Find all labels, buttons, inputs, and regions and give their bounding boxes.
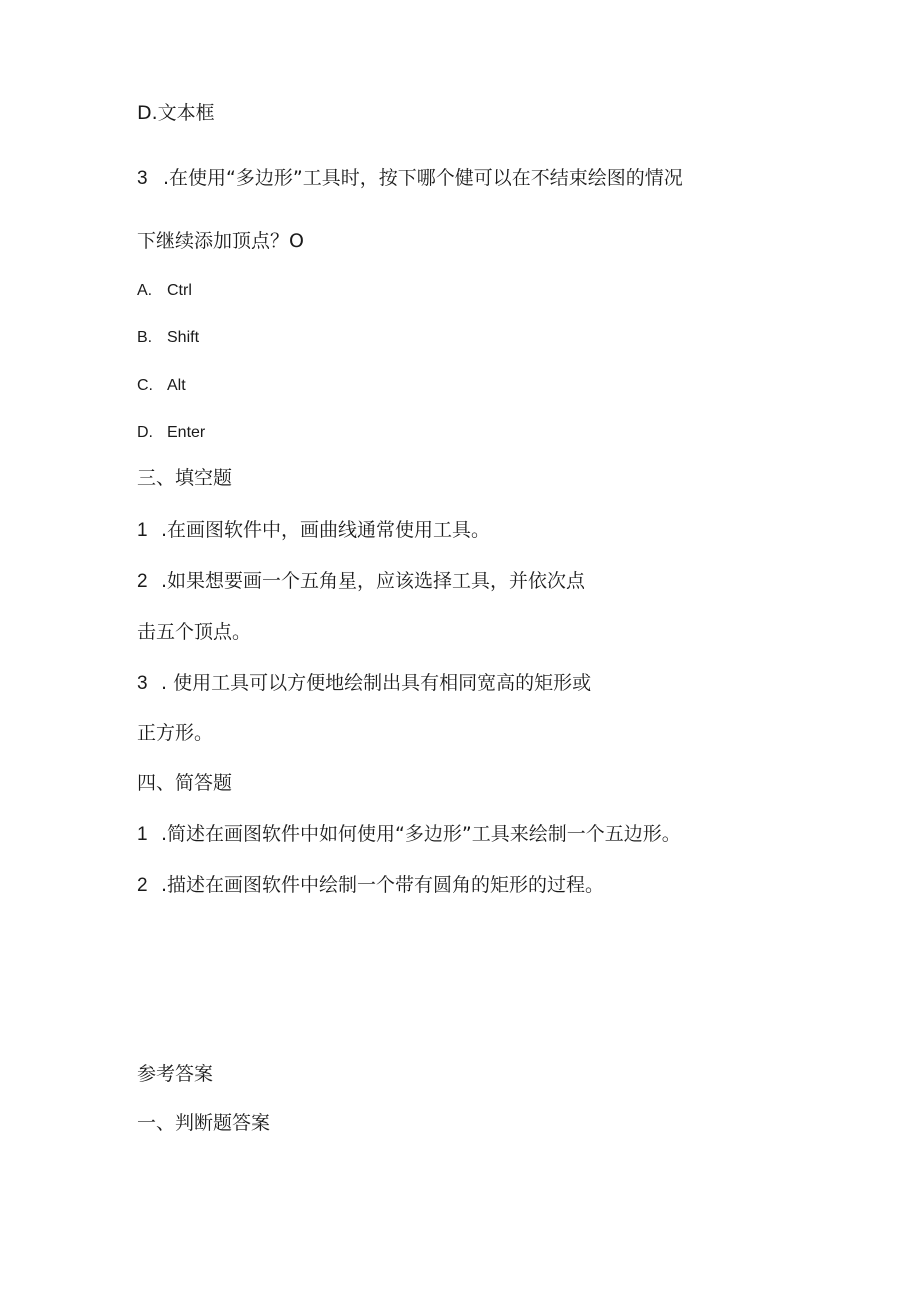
section-3-title: 三、填空题	[137, 467, 233, 489]
fill-question-3	[137, 671, 591, 696]
fill-question-3-cont-text: 正方形。	[137, 722, 214, 744]
option-d-text-box	[137, 101, 215, 125]
answers-section-1-text: 一、判断题答案	[137, 1112, 271, 1134]
option-b-text: Shift	[167, 329, 200, 346]
fill-question-2-text: .如果想要画一个五角星，应该选择工具，并依次点	[161, 570, 586, 592]
short-question-1-text: .简述在画图软件中如何使用“多边形”工具来绘制一个五边形。	[161, 823, 681, 845]
fill-question-3-continuation	[137, 721, 213, 745]
fill-question-3-text: . 使用工具可以方便地绘制出具有相同宽高的矩形或	[161, 672, 592, 694]
fill-question-3-number: 3	[137, 673, 148, 694]
option-a-text: Ctrl	[167, 282, 192, 299]
option-d-text-box-label: D.文本框	[137, 102, 215, 124]
option-b-letter: B.	[137, 329, 153, 346]
fill-question-1-number: 1	[137, 520, 148, 541]
short-question-1-number: 1	[137, 824, 148, 845]
short-question-2-number: 2	[137, 875, 148, 896]
fill-question-1	[137, 518, 490, 543]
question-3-number: 3	[137, 168, 148, 189]
question-3-line-1	[137, 166, 683, 191]
answers-section-1-heading	[137, 1111, 270, 1135]
option-d-letter: D.	[137, 424, 153, 441]
section-4-title: 四、简答题	[137, 772, 233, 794]
question-3-continuation: 下继续添加顶点？O	[137, 230, 304, 252]
fill-question-2	[137, 569, 585, 594]
option-b	[137, 325, 199, 350]
option-c	[137, 373, 186, 398]
option-a	[137, 278, 192, 303]
fill-question-2-number: 2	[137, 571, 148, 592]
option-c-letter: C.	[137, 377, 153, 394]
option-d	[137, 420, 205, 445]
answers-title-text: 参考答案	[137, 1063, 214, 1085]
option-c-text: Alt	[167, 377, 186, 394]
fill-question-2-continuation	[137, 620, 251, 644]
section-fill-in-blank-heading	[137, 466, 232, 490]
fill-question-1-text: .在画图软件中，画曲线通常使用工具。	[161, 519, 491, 541]
short-question-1	[137, 822, 681, 847]
section-short-answer-heading	[137, 771, 232, 795]
question-3-line-2	[137, 229, 304, 253]
short-question-2	[137, 873, 604, 898]
option-d-text: Enter	[167, 424, 206, 441]
fill-question-2-cont-text: 击五个顶点。	[137, 621, 252, 643]
answers-title	[137, 1062, 213, 1086]
question-3-text: .在使用“多边形”工具时，按下哪个健可以在不结束绘图的情况	[163, 167, 683, 189]
short-question-2-text: .描述在画图软件中绘制一个带有圆角的矩形的过程。	[161, 874, 605, 896]
option-a-letter: A.	[137, 282, 153, 299]
